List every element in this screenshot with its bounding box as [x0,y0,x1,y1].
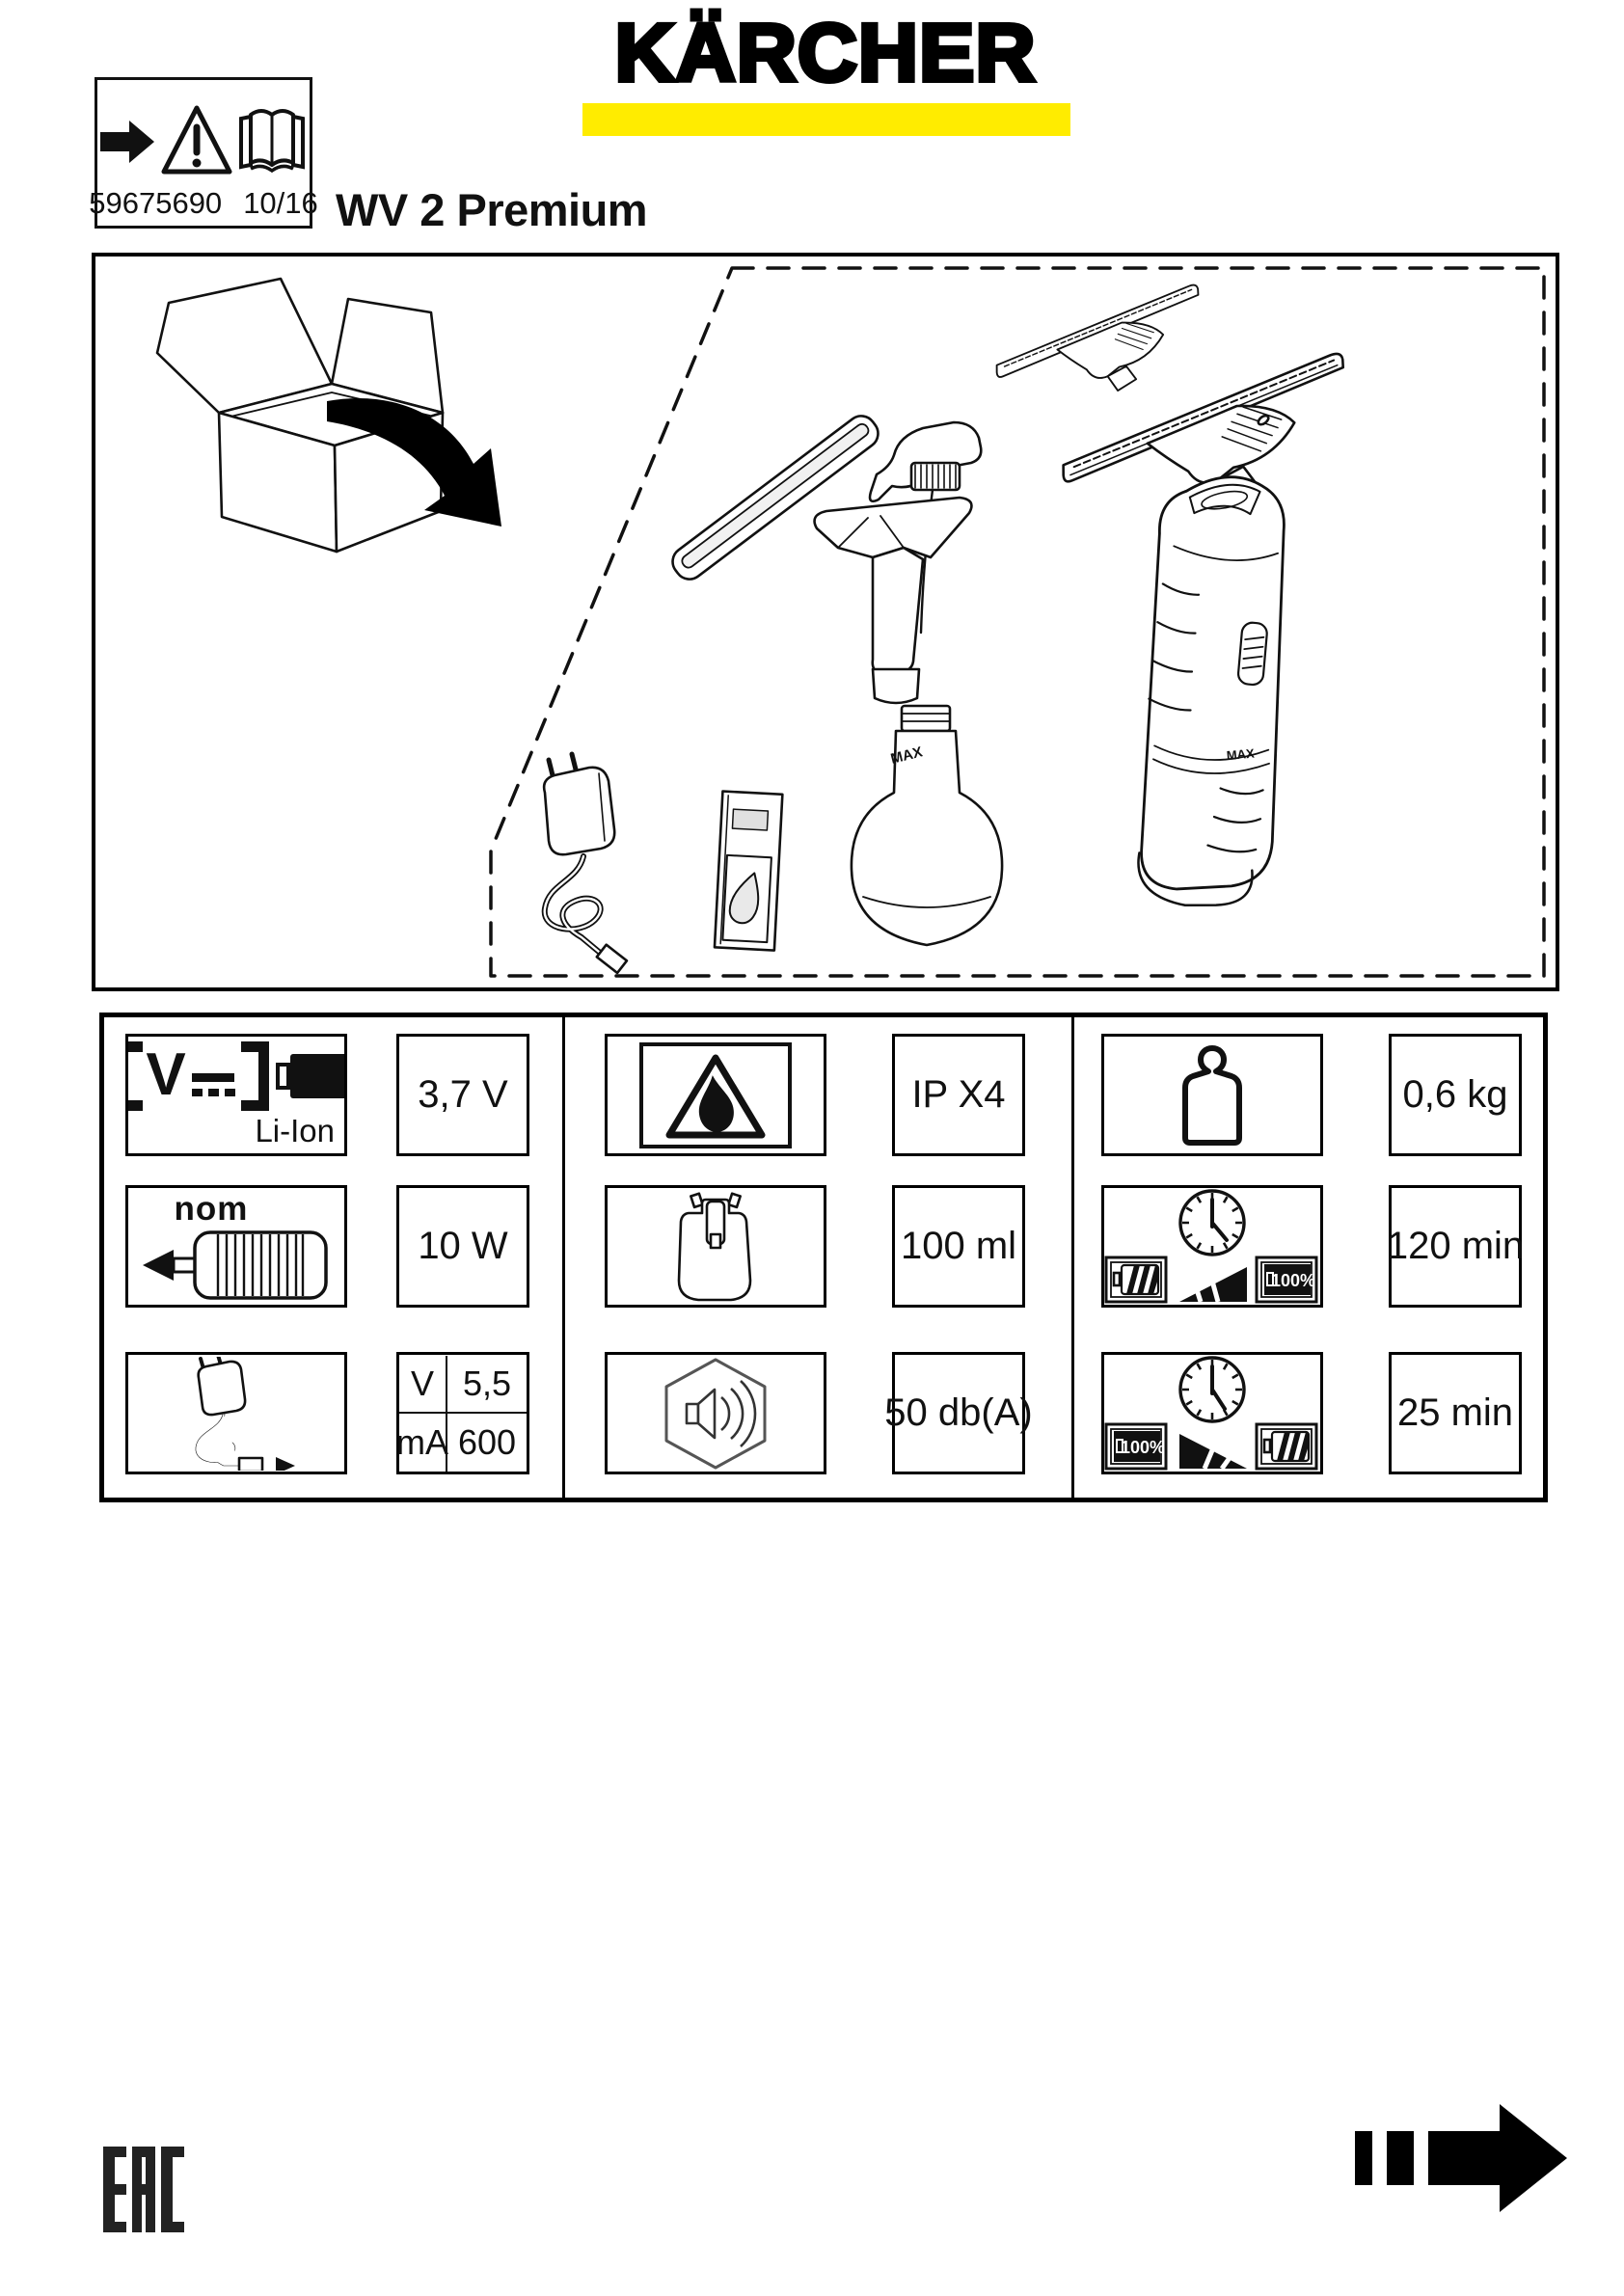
charger-current-unit: mA [399,1414,447,1472]
battery-terminal-icon [276,1063,290,1090]
doc-label-box [89,77,318,229]
motor-power-value: 10 W [396,1185,529,1308]
water-warning-icon [662,1050,770,1141]
protection-class-value: IP X4 [892,1034,1025,1156]
packaging-contents-drawing [95,257,1556,987]
part-number: 59675690 [89,186,223,220]
charger-icon-cell [125,1352,347,1474]
battery-type-icon-cell [125,1034,347,1156]
charging-time-value: 25 min [1389,1352,1522,1474]
charger-drawing [544,754,627,973]
revision-date: 10/16 [243,186,318,220]
bracket-right-icon [241,1041,269,1111]
battery-full-label: 100% [1120,1438,1166,1457]
spray-handle-drawing [815,498,972,703]
spray-bottle-drawing [852,706,1002,945]
dc-current-icon [192,1073,235,1096]
weight-value: 0,6 kg [1389,1034,1522,1156]
clock-icon [1180,1191,1244,1255]
charger-volt-unit: V [399,1356,447,1414]
next-page-arrow-icon [1355,2104,1567,2217]
runtime-icon [1104,1188,1320,1305]
weight-icon-cell [1101,1034,1323,1156]
contents-dashed-border [491,268,1544,976]
charger-volt-value: 5,5 [447,1356,527,1414]
battery-charging-sequence [1106,1257,1316,1302]
detergent-sachet-drawing [715,792,782,951]
battery-voltage-value: 3,7 V [396,1034,529,1156]
charger-rating-cell [396,1352,529,1474]
volt-symbol: V [146,1041,186,1109]
tank-icon-cell [605,1185,826,1308]
charger-icon [154,1357,318,1471]
vac-head-small-drawing [988,284,1219,422]
device-max-label: MAX [1226,745,1256,763]
nominal-label: nom [174,1189,249,1228]
sound-level-icon [658,1357,773,1471]
bracket-left-icon [125,1041,143,1111]
bottle-max-label: MAX [888,743,925,768]
warning-triangle-icon [160,102,233,186]
noise-icon-cell [605,1352,826,1474]
battery-full-label: 100% [1270,1271,1316,1290]
table-divider-2 [1071,1017,1074,1498]
page-title: WV 2 Premium [336,184,648,235]
unboxing-illustration [92,253,1559,991]
motor-power-icon-cell [125,1185,347,1308]
tank-volume-value: 100 ml [892,1185,1025,1308]
squeegee-strip-drawing [667,410,884,584]
battery-icon [290,1054,347,1098]
forward-arrow-icon [100,119,156,170]
battery-discharge-sequence [1106,1424,1316,1469]
table-divider-1 [562,1017,565,1498]
brand-underline [582,103,1070,136]
splash-protection-icon-cell [605,1034,826,1156]
tank-icon [671,1190,760,1304]
runtime-value: 120 min [1389,1185,1522,1308]
battery-chemistry-label: Li-Ion [255,1112,335,1148]
motor-icon [141,1229,332,1302]
charger-current-value: 600 [457,1421,517,1462]
charging-time-icon-cell [1101,1352,1323,1474]
eac-certification-logo [103,2147,184,2237]
weight-icon [1170,1041,1255,1149]
manual-book-icon [237,103,307,185]
spec-table [99,1013,1548,1502]
charging-time-icon [1104,1355,1320,1472]
brand-logo: KÄRCHER [614,7,1037,99]
battery-voltage-symbol [125,1041,347,1111]
noise-level-value: 50 db(A) [892,1352,1025,1474]
runtime-icon-cell [1101,1185,1323,1308]
clock-icon [1180,1358,1244,1421]
window-vac-body-drawing [1127,471,1304,912]
